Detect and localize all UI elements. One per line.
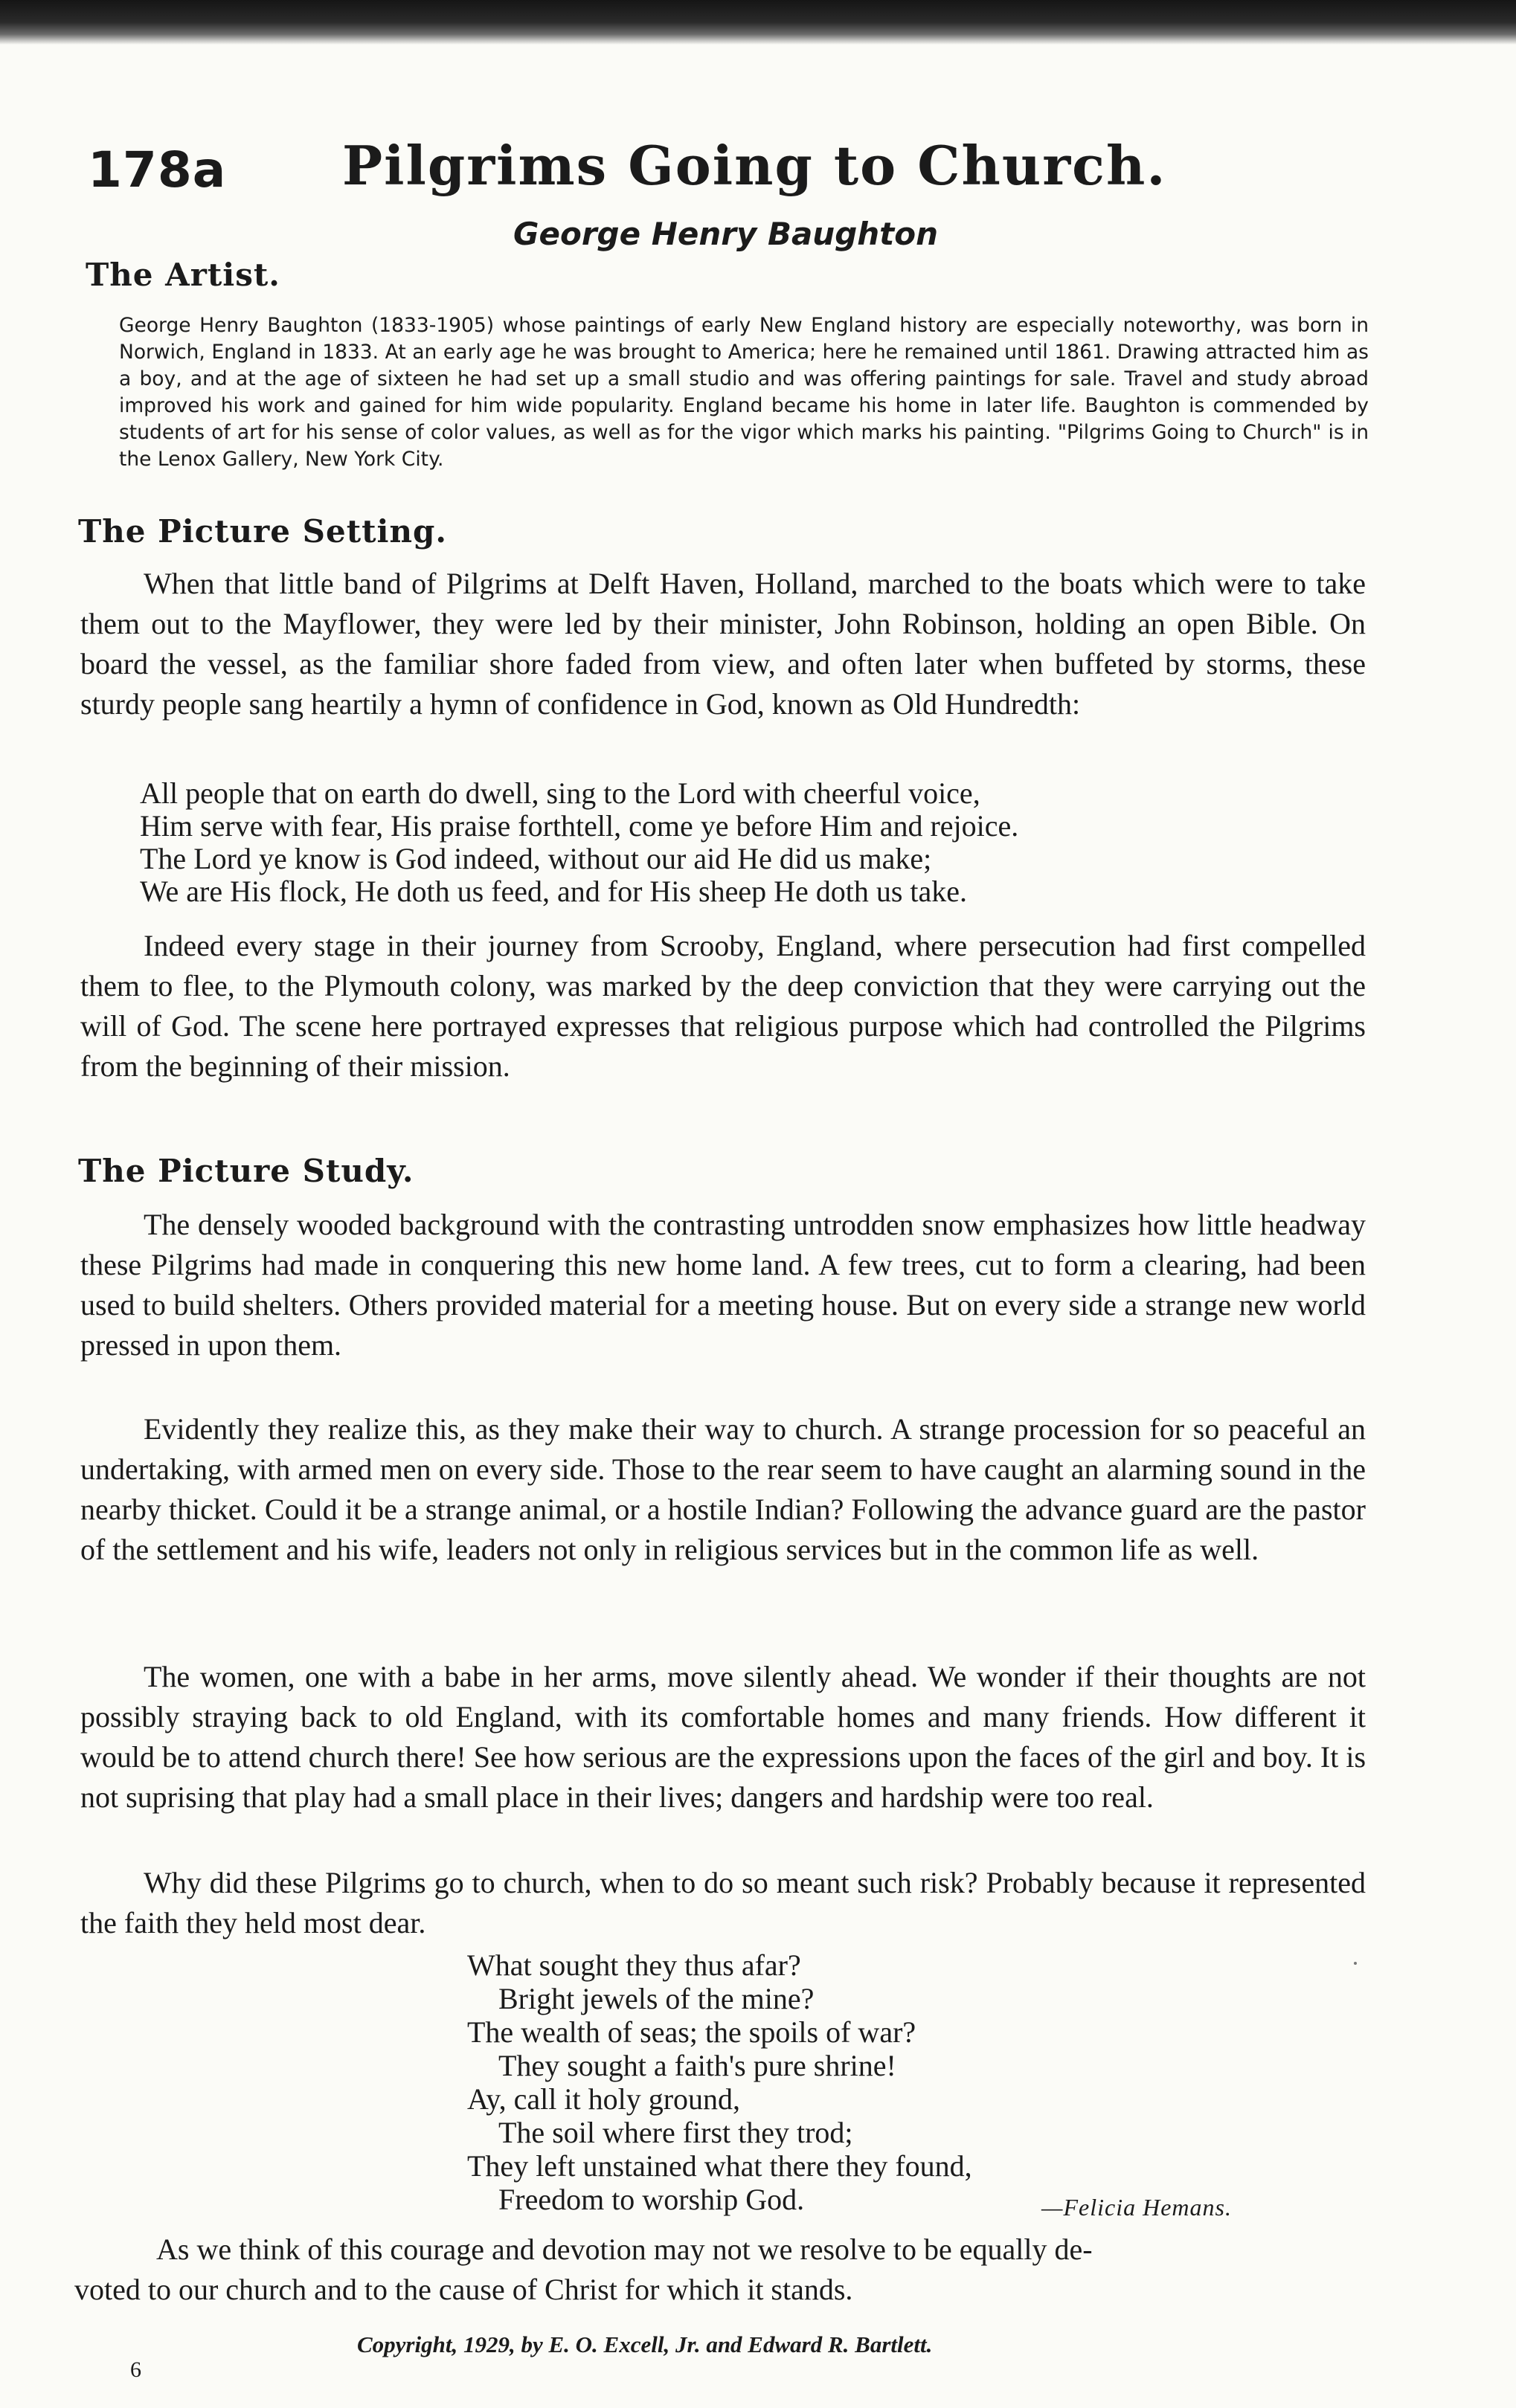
poem-line: Bright jewels of the mine?	[498, 1982, 815, 2015]
section-heading-picture-study: The Picture Study.	[78, 1153, 414, 1189]
page-title: Pilgrims Going to Church.	[342, 134, 1167, 197]
poem-line: What sought they thus afar?	[467, 1948, 801, 1982]
setting-intro-paragraph: When that little band of Pilgrims at Delft Haven, Holland, marched to the boats which were to take them out to the Mayflower, they were led by their minister, John Robinson, holding an open Bible. On board the vessel, as the familiar shore faded from view, and often later when buffeted by storms, these sturdy people sang heartily a hymn of confidence in God, known as Old Hundredth:	[80, 567, 1366, 721]
poem-line: The wealth of seas; the spoils of war?	[467, 2015, 916, 2049]
setting-after-paragraph: Indeed every stage in their journey from Scrooby, England, where persecution had first compelled them to flee, to the Plymouth colony, was marked by the deep conviction that they were carrying out the will of God. The scene here portrayed expresses that religious purpose which had controlled the Pilgrims from the beginning of their mission.	[80, 929, 1366, 1083]
closing-line-2: voted to our church and to the cause of Christ for which it stands.	[74, 2273, 853, 2306]
study-paragraph: The women, one with a babe in her arms, move silently ahead. We wonder if their thoughts are not possibly straying back to old England, with its comfortable homes and many friends. How different it would be to attend church there! See how serious are the expressions upon the faces of the girl and boy. It is not suprising that play had a small place in their lives; dangers and hardship were too real.	[80, 1660, 1366, 1814]
hymn-stanza	[140, 777, 1330, 908]
scan-speck	[1354, 1962, 1357, 1965]
closing-paragraph	[74, 2230, 1376, 2310]
poem-line: The soil where first they trod;	[498, 2116, 853, 2149]
poem-line: Ay, call it holy ground,	[467, 2082, 741, 2116]
copyright-notice: Copyright, 1929, by E. O. Excell, Jr. and Edward R. Bartlett.	[357, 2331, 933, 2357]
hymn-line: We are His flock, He doth us feed, and for His sheep He doth us take.	[140, 875, 968, 908]
hymn-line: Him serve with fear, His praise forthtell, come ye before Him and rejoice.	[140, 809, 1019, 843]
poem-attribution: —Felicia Hemans.	[1041, 2194, 1232, 2221]
page-number: 6	[130, 2357, 141, 2382]
section-heading-artist: The Artist.	[86, 257, 280, 293]
hymn-line: All people that on earth do dwell, sing to the Lord with cheerful voice,	[140, 776, 980, 810]
poem-line: They sought a faith's pure shrine!	[498, 2049, 896, 2082]
closing-line-1: As we think of this courage and devotion may not we resolve to be equally de-	[156, 2232, 1093, 2266]
poem-line: Freedom to worship God.	[498, 2183, 805, 2216]
study-paragraph: Evidently they realize this, as they make their way to church. A strange procession for so peaceful an undertaking, with armed men on every side. Those to the rear seem to have caught an alarming sound in the nearby thicket. Could it be a strange animal, or a hostile Indian? Following the advance guard are the pastor of the settlement and his wife, leaders not only in religious services but in the common life as well.	[80, 1412, 1366, 1566]
scan-edge	[0, 0, 1516, 45]
artist-paragraph: George Henry Baughton (1833-1905) whose paintings of early New England history are especially noteworthy, was born in Norwich, England in 1833. At an early age he was brought to America; here he remained until 1861. Drawing attracted him as a boy, and at the age of sixteen he had set up a small studio and was offering paintings for sale. Travel and study abroad improved his work and gained for him wide popularity. England became his home in later life. Baughton is commended by students of art for his sense of color values, as well as for the vigor which marks his painting. "Pilgrims Going to Church" is in the Lenox Gallery, New York City.	[119, 314, 1369, 471]
study-paragraph: The densely wooded background with the contrasting untrodden snow emphasizes how little headway these Pilgrims had made in conquering this new home land. A few trees, cut to form a clearing, had been used to build shelters. Others provided material for a meeting house. But on every side a strange new world pressed in upon them.	[80, 1208, 1366, 1362]
page-label: 178a	[88, 141, 227, 199]
hymn-line: The Lord ye know is God indeed, without our aid He did us make;	[140, 842, 932, 875]
artist-byline: George Henry Baughton	[513, 216, 938, 252]
section-heading-picture-setting: The Picture Setting.	[78, 513, 447, 550]
poem	[467, 1948, 1211, 2216]
poem-line: They left unstained what there they found,	[467, 2149, 972, 2183]
study-paragraph: Why did these Pilgrims go to church, when to do so meant such risk? Probably because it represented the faith they held most dear.	[80, 1866, 1366, 1939]
